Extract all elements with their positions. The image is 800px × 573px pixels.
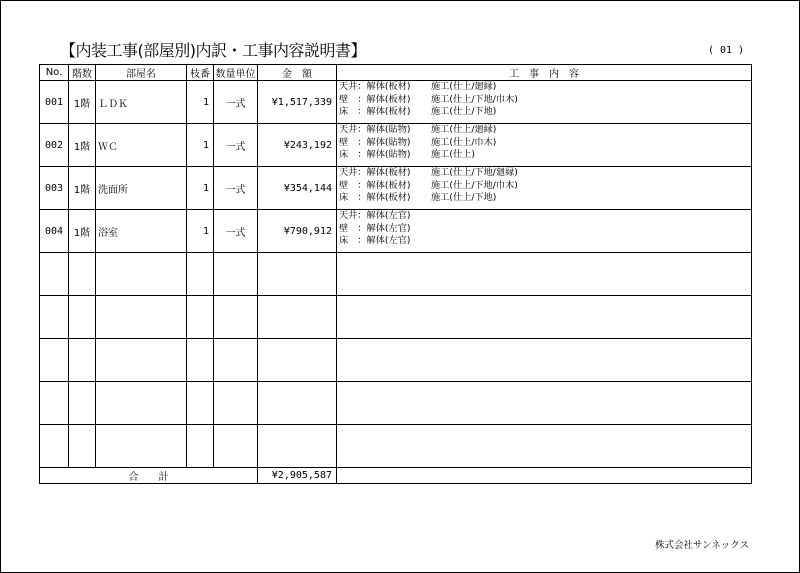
row-work-content bbox=[337, 81, 752, 124]
work-line bbox=[339, 137, 751, 150]
row-work-content bbox=[337, 167, 752, 210]
row-no: 004 bbox=[40, 210, 69, 253]
work-surface-removal: 天井：解体(貼物) bbox=[339, 124, 411, 135]
table-row bbox=[40, 253, 752, 296]
row-amount bbox=[258, 425, 337, 468]
work-surface-removal: 床 ：解体(左官) bbox=[339, 235, 411, 246]
row-work-content bbox=[337, 210, 752, 253]
row-floor bbox=[69, 296, 96, 339]
work-construction: 施工(仕上/廻縁) bbox=[431, 124, 497, 135]
row-qty-unit bbox=[214, 425, 258, 468]
work-construction: 施工(仕上/下地) bbox=[431, 192, 497, 203]
row-floor: 1階 bbox=[69, 167, 96, 210]
header-amount: 金 額 bbox=[258, 65, 337, 81]
row-sheet-no bbox=[187, 296, 214, 339]
work-surface-removal: 壁 ：解体(板材) bbox=[339, 179, 411, 191]
row-qty-unit: 一式 bbox=[214, 167, 258, 210]
row-room: 浴室 bbox=[96, 210, 187, 253]
row-no bbox=[40, 425, 69, 468]
row-floor: 1階 bbox=[69, 124, 96, 167]
work-line bbox=[339, 235, 751, 248]
work-line bbox=[339, 94, 751, 107]
table-row bbox=[40, 296, 752, 339]
row-work-content bbox=[337, 124, 752, 167]
row-work-content bbox=[337, 382, 752, 425]
row-amount: ¥354,144 bbox=[258, 167, 337, 210]
header-room: 部屋名 bbox=[96, 65, 187, 81]
work-construction: 施工(仕上/下地/巾木) bbox=[431, 179, 518, 191]
work-line bbox=[339, 223, 751, 236]
row-floor: 1階 bbox=[69, 81, 96, 124]
header-work: 工 事 内 容 bbox=[337, 65, 752, 81]
row-qty-unit bbox=[214, 253, 258, 296]
row-qty-unit: 一式 bbox=[214, 81, 258, 124]
work-line bbox=[339, 106, 751, 119]
work-construction bbox=[431, 210, 751, 223]
work-line bbox=[339, 210, 751, 223]
work-construction: 施工(仕上/廻縁) bbox=[431, 81, 497, 92]
work-construction: 施工(仕上/巾木) bbox=[431, 136, 497, 148]
row-floor bbox=[69, 425, 96, 468]
table-row bbox=[40, 81, 752, 124]
table-row bbox=[40, 210, 752, 253]
row-amount: ¥1,517,339 bbox=[258, 81, 337, 124]
row-amount bbox=[258, 382, 337, 425]
row-amount bbox=[258, 339, 337, 382]
row-room: 洗面所 bbox=[96, 167, 187, 210]
header-no: No. bbox=[40, 65, 69, 81]
row-no bbox=[40, 382, 69, 425]
row-amount bbox=[258, 253, 337, 296]
row-work-content bbox=[337, 425, 752, 468]
work-surface-removal: 天井：解体(左官) bbox=[339, 210, 411, 221]
row-work-content bbox=[337, 339, 752, 382]
work-surface-removal: 天井：解体(板材) bbox=[339, 81, 411, 92]
work-line bbox=[339, 81, 751, 94]
row-no: 003 bbox=[40, 167, 69, 210]
total-work-cell bbox=[337, 468, 752, 484]
work-surface-removal: 天井：解体(板材) bbox=[339, 167, 411, 178]
row-qty-unit bbox=[214, 339, 258, 382]
row-sheet-no bbox=[187, 425, 214, 468]
work-surface-removal: 床 ：解体(板材) bbox=[339, 106, 411, 117]
row-sheet-no: 1 bbox=[187, 167, 214, 210]
work-surface-removal: 床 ：解体(板材) bbox=[339, 192, 411, 203]
row-room bbox=[96, 382, 187, 425]
work-line bbox=[339, 167, 751, 180]
work-line bbox=[339, 149, 751, 162]
row-sheet-no bbox=[187, 253, 214, 296]
row-sheet-no bbox=[187, 382, 214, 425]
row-room bbox=[96, 339, 187, 382]
row-amount: ¥790,912 bbox=[258, 210, 337, 253]
work-construction: 施工(仕上/下地/廻縁) bbox=[431, 167, 518, 178]
work-construction: 施工(仕上/下地/巾木) bbox=[431, 93, 518, 105]
row-qty-unit: 一式 bbox=[214, 124, 258, 167]
row-sheet-no: 1 bbox=[187, 124, 214, 167]
table-row bbox=[40, 382, 752, 425]
row-no bbox=[40, 253, 69, 296]
row-room: ＷＣ bbox=[96, 124, 187, 167]
row-amount: ¥243,192 bbox=[258, 124, 337, 167]
row-sheet-no: 1 bbox=[187, 210, 214, 253]
work-construction: 施工(仕上) bbox=[431, 149, 475, 160]
page-number: ( 01 ) bbox=[708, 45, 745, 56]
document-title: 【内装工事(部屋別)内訳・工事内容説明書】 bbox=[60, 41, 366, 60]
work-surface-removal: 壁 ：解体(左官) bbox=[339, 222, 411, 234]
table-header-row bbox=[40, 65, 752, 81]
table-row bbox=[40, 124, 752, 167]
row-floor bbox=[69, 382, 96, 425]
row-no bbox=[40, 339, 69, 382]
work-surface-removal: 壁 ：解体(板材) bbox=[339, 93, 411, 105]
row-no bbox=[40, 296, 69, 339]
breakdown-table bbox=[39, 64, 752, 484]
row-sheet-no: 1 bbox=[187, 81, 214, 124]
work-line bbox=[339, 124, 751, 137]
total-label: 合 計 bbox=[40, 468, 258, 484]
row-qty-unit: 一式 bbox=[214, 210, 258, 253]
total-amount: ¥2,905,587 bbox=[258, 468, 337, 484]
row-floor bbox=[69, 253, 96, 296]
row-qty-unit bbox=[214, 296, 258, 339]
row-room: ＬＤＫ bbox=[96, 81, 187, 124]
header-sheet-no: 枝番 bbox=[187, 65, 214, 81]
work-line bbox=[339, 180, 751, 193]
row-floor bbox=[69, 339, 96, 382]
table-row bbox=[40, 339, 752, 382]
total-row bbox=[40, 468, 752, 484]
table-row bbox=[40, 167, 752, 210]
row-no: 002 bbox=[40, 124, 69, 167]
work-surface-removal: 壁 ：解体(貼物) bbox=[339, 136, 411, 148]
work-construction bbox=[431, 223, 751, 236]
row-sheet-no bbox=[187, 339, 214, 382]
work-surface-removal: 床 ：解体(貼物) bbox=[339, 149, 411, 160]
header-qty-unit: 数量単位 bbox=[214, 65, 258, 81]
row-floor: 1階 bbox=[69, 210, 96, 253]
work-construction: 施工(仕上/下地) bbox=[431, 106, 497, 117]
work-construction bbox=[431, 235, 751, 248]
row-work-content bbox=[337, 296, 752, 339]
header-floor: 階数 bbox=[69, 65, 96, 81]
row-room bbox=[96, 296, 187, 339]
row-no: 001 bbox=[40, 81, 69, 124]
row-qty-unit bbox=[214, 382, 258, 425]
table-row bbox=[40, 425, 752, 468]
company-name: 株式会社サンネックス bbox=[655, 540, 750, 551]
work-line bbox=[339, 192, 751, 205]
row-work-content bbox=[337, 253, 752, 296]
row-room bbox=[96, 253, 187, 296]
row-room bbox=[96, 425, 187, 468]
row-amount bbox=[258, 296, 337, 339]
